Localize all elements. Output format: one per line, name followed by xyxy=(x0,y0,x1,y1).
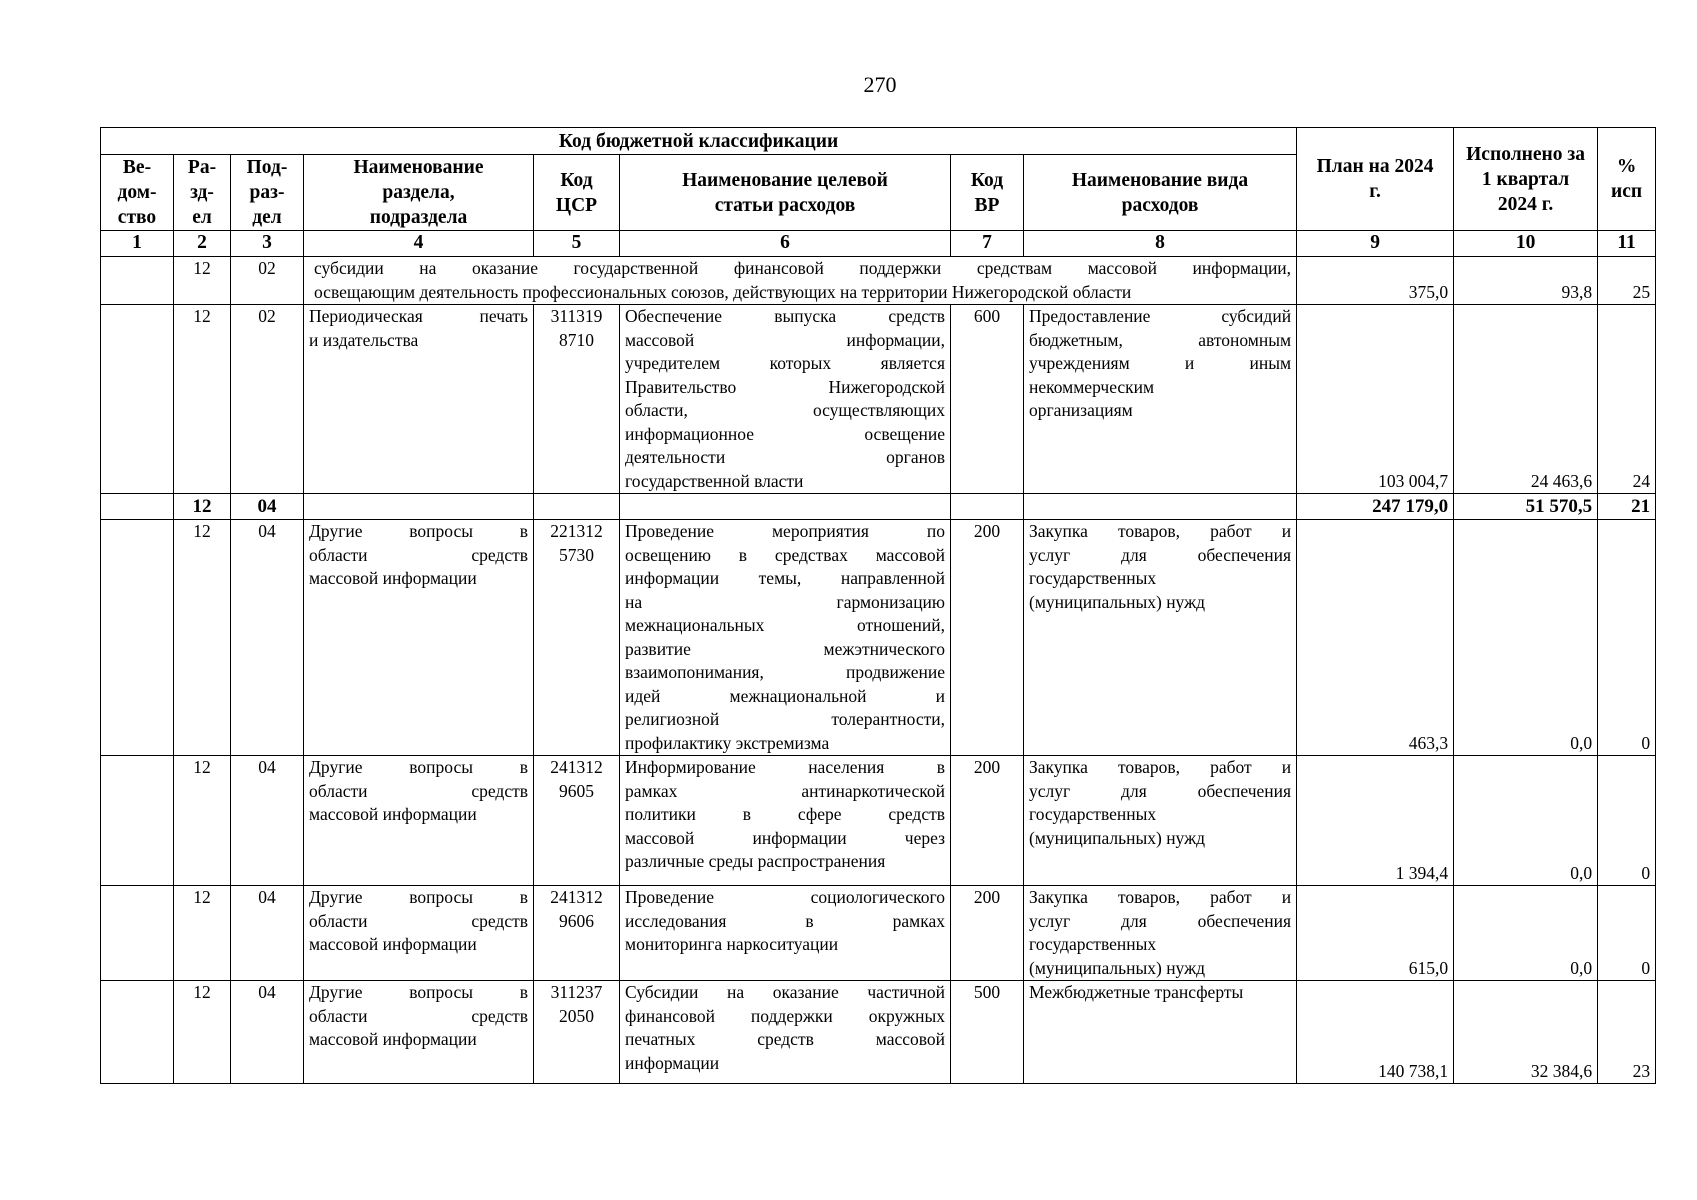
text-line: межнациональных отношений, xyxy=(625,615,945,635)
percent-cell: 0 xyxy=(1598,520,1656,756)
percent-cell: 23 xyxy=(1598,981,1656,1084)
percent-cell: 21 xyxy=(1598,494,1656,520)
vedomstvo-cell xyxy=(101,756,174,886)
text-line: некоммерческим xyxy=(1029,376,1155,397)
code-line: 241312 xyxy=(550,887,603,907)
text-line: Предоставление субсидий xyxy=(1029,306,1292,326)
podrazdel-cell: 02 xyxy=(231,257,304,305)
text-line: освещению в средствах массовой xyxy=(625,544,945,565)
vedomstvo-cell xyxy=(101,305,174,494)
text-line: профилактику экстремизма xyxy=(625,732,830,753)
text-line: услуг для обеспечения xyxy=(1029,780,1292,801)
text-line: информации темы, направленной xyxy=(625,568,945,588)
text-line: рамках антинаркотической xyxy=(625,780,945,801)
razdel-cell: 12 xyxy=(174,981,231,1084)
kod-vr-cell xyxy=(951,494,1024,520)
ispolneno-cell: 0,0 xyxy=(1454,756,1598,886)
column-number: 8 xyxy=(1024,231,1297,257)
text-line: государственных xyxy=(1029,568,1157,588)
vedomstvo-cell xyxy=(101,886,174,981)
naimenovanie-vida-cell xyxy=(1024,756,1297,886)
naimenovanie-vida-cell xyxy=(1024,305,1297,494)
ispolneno-cell: 51 570,5 xyxy=(1454,494,1598,520)
naimenovanie-razdela-cell xyxy=(304,520,534,756)
header-podrazdel: Под- раз- дел xyxy=(231,155,304,231)
plan-cell: 615,0 xyxy=(1297,886,1454,981)
text-line: учредителем которых является xyxy=(625,353,945,373)
code-line: 311237 xyxy=(550,982,603,1002)
column-number: 2 xyxy=(174,231,231,257)
text-line: Закупка товаров, работ и xyxy=(1029,887,1292,907)
text-line: и издательства xyxy=(309,329,419,350)
text-line: мониторинга наркоситуации xyxy=(625,934,839,954)
text-line: учреждениям и иным xyxy=(1029,353,1292,373)
text-line: массовой информации xyxy=(309,804,477,824)
column-number: 7 xyxy=(951,231,1024,257)
naimenovanie-vida-cell xyxy=(1024,981,1297,1084)
kod-vr-cell: 500 xyxy=(951,981,1024,1084)
text-line: области средств xyxy=(309,544,528,565)
table-row xyxy=(101,886,1656,981)
text-line: исследования в рамках xyxy=(625,910,945,931)
code-line: 5730 xyxy=(559,544,594,565)
merged-description-line: субсидии на оказание государственной финансовой поддержки средствам массовой информации, xyxy=(314,258,1292,278)
text-line: области средств xyxy=(309,1005,528,1026)
podrazdel-cell: 04 xyxy=(231,520,304,756)
razdel-cell: 12 xyxy=(174,305,231,494)
plan-cell: 1 394,4 xyxy=(1297,756,1454,886)
naimenovanie-razdela-cell xyxy=(304,886,534,981)
text-line: (муниципальных) нужд xyxy=(1029,591,1206,612)
code-line: 241312 xyxy=(550,757,603,777)
percent-cell: 24 xyxy=(1598,305,1656,494)
kod-csr-cell xyxy=(534,981,620,1084)
naimenovanie-celevoy-cell xyxy=(620,756,951,886)
table-row xyxy=(101,981,1656,1084)
code-line: 221312 xyxy=(550,521,603,541)
budget-table xyxy=(100,127,1656,1084)
percent-cell: 0 xyxy=(1598,756,1656,886)
text-line: печатных средств массовой xyxy=(625,1029,945,1049)
plan-cell: 463,3 xyxy=(1297,520,1454,756)
plan-cell: 103 004,7 xyxy=(1297,305,1454,494)
header-naimenovanie-razdela: Наименование раздела, подраздела xyxy=(304,155,534,231)
text-line: Закупка товаров, работ и xyxy=(1029,757,1292,777)
text-line: услуг для обеспечения xyxy=(1029,544,1292,565)
text-line: услуг для обеспечения xyxy=(1029,910,1292,931)
vedomstvo-cell xyxy=(101,520,174,756)
table-row xyxy=(101,257,1656,305)
naimenovanie-vida-cell xyxy=(1024,520,1297,756)
text-line: Другие вопросы в xyxy=(309,521,528,541)
razdel-cell: 12 xyxy=(174,494,231,520)
ispolneno-cell: 24 463,6 xyxy=(1454,305,1598,494)
text-line: массовой информации xyxy=(309,568,477,588)
header-kod-vr: Код ВР xyxy=(951,155,1024,231)
naimenovanie-celevoy-cell xyxy=(620,494,951,520)
kod-csr-cell xyxy=(534,305,620,494)
podrazdel-cell: 04 xyxy=(231,756,304,886)
column-number: 3 xyxy=(231,231,304,257)
text-line: массовой информации через xyxy=(625,827,945,848)
text-line: религиозной толерантности, xyxy=(625,709,945,729)
merged-description-cell xyxy=(304,257,1297,305)
table-row xyxy=(101,520,1656,756)
text-line: массовой информации xyxy=(309,1029,477,1049)
kod-vr-cell: 200 xyxy=(951,886,1024,981)
text-line: политики в сфере средств xyxy=(625,804,945,824)
merged-description-line: освещающим деятельность профессиональных союзов, действующих на территории Нижегородской области xyxy=(314,281,1132,302)
ispolneno-cell: 32 384,6 xyxy=(1454,981,1598,1084)
column-number: 4 xyxy=(304,231,534,257)
naimenovanie-razdela-cell xyxy=(304,494,534,520)
razdel-cell: 12 xyxy=(174,756,231,886)
podrazdel-cell: 04 xyxy=(231,886,304,981)
code-line: 2050 xyxy=(559,1005,594,1026)
text-line: Периодическая печать xyxy=(309,306,528,326)
vedomstvo-cell xyxy=(101,257,174,305)
text-line: финансовой поддержки окружных xyxy=(625,1005,945,1026)
naimenovanie-razdela-cell xyxy=(304,305,534,494)
header-naimenovanie-vida: Наименование вида расходов xyxy=(1024,155,1297,231)
percent-cell: 25 xyxy=(1598,257,1656,305)
naimenovanie-razdela-cell xyxy=(304,981,534,1084)
text-line: Информирование населения в xyxy=(625,757,945,777)
text-line: Обеспечение выпуска средств xyxy=(625,306,945,326)
header-kod-csr: Код ЦСР xyxy=(534,155,620,231)
header-percent: % исп xyxy=(1598,128,1656,231)
column-number: 6 xyxy=(620,231,951,257)
text-line: Субсидии на оказание частичной xyxy=(625,982,945,1002)
kod-csr-cell xyxy=(534,520,620,756)
text-line: области средств xyxy=(309,780,528,801)
text-line: массовой информации, xyxy=(625,329,945,350)
text-line: Закупка товаров, работ и xyxy=(1029,521,1292,541)
kod-csr-cell xyxy=(534,886,620,981)
naimenovanie-celevoy-cell xyxy=(620,305,951,494)
ispolneno-cell: 93,8 xyxy=(1454,257,1598,305)
column-number: 5 xyxy=(534,231,620,257)
text-line: информационное освещение xyxy=(625,423,945,444)
text-line: (муниципальных) нужд xyxy=(1029,827,1206,848)
text-line: (муниципальных) нужд xyxy=(1029,957,1206,978)
subtotal-row xyxy=(101,494,1656,520)
text-line: деятельности органов xyxy=(625,447,945,467)
naimenovanie-vida-cell xyxy=(1024,494,1297,520)
text-line: различные среды распространения xyxy=(625,851,886,871)
table-row xyxy=(101,305,1656,494)
kod-csr-cell xyxy=(534,494,620,520)
column-number: 10 xyxy=(1454,231,1598,257)
header-ispolneno: Исполнено за 1 квартал 2024 г. xyxy=(1454,128,1598,231)
header-naimenovanie-celevoy: Наименование целевой статьи расходов xyxy=(620,155,951,231)
plan-cell: 247 179,0 xyxy=(1297,494,1454,520)
text-line: информации xyxy=(625,1052,720,1073)
header-vedomstvo: Ве- дом- ство xyxy=(101,155,174,231)
naimenovanie-razdela-cell xyxy=(304,756,534,886)
kod-csr-cell xyxy=(534,756,620,886)
page-number: 270 xyxy=(863,72,897,97)
razdel-cell: 12 xyxy=(174,520,231,756)
text-line: государственных xyxy=(1029,934,1157,954)
code-line: 8710 xyxy=(559,329,594,350)
text-line: Другие вопросы в xyxy=(309,982,528,1002)
razdel-cell: 12 xyxy=(174,257,231,305)
code-line: 9606 xyxy=(559,910,594,931)
text-line: взаимопонимания, продвижение xyxy=(625,662,945,682)
text-line: бюджетным, автономным xyxy=(1029,329,1292,350)
header-plan: План на 2024 г. xyxy=(1297,128,1454,231)
plan-cell: 375,0 xyxy=(1297,257,1454,305)
header-razdel: Ра- зд- ел xyxy=(174,155,231,231)
text-line: Проведение социологического xyxy=(625,887,945,907)
naimenovanie-vida-cell xyxy=(1024,886,1297,981)
code-line: 9605 xyxy=(559,780,594,801)
percent-cell: 0 xyxy=(1598,886,1656,981)
column-number-row xyxy=(101,231,1656,257)
column-number: 11 xyxy=(1598,231,1656,257)
header-budget-classification: Код бюджетной классификации xyxy=(101,128,1297,155)
text-line: государственной власти xyxy=(625,470,804,491)
text-line: на гармонизацию xyxy=(625,591,945,612)
column-number: 1 xyxy=(101,231,174,257)
naimenovanie-celevoy-cell xyxy=(620,520,951,756)
kod-vr-cell: 200 xyxy=(951,520,1024,756)
kod-vr-cell: 200 xyxy=(951,756,1024,886)
naimenovanie-celevoy-cell xyxy=(620,886,951,981)
table-row xyxy=(101,756,1656,886)
podrazdel-cell: 02 xyxy=(231,305,304,494)
text-line: Другие вопросы в xyxy=(309,757,528,777)
text-line: области средств xyxy=(309,910,528,931)
text-line: Другие вопросы в xyxy=(309,887,528,907)
vedomstvo-cell xyxy=(101,981,174,1084)
code-line: 311319 xyxy=(550,306,603,326)
naimenovanie-celevoy-cell xyxy=(620,981,951,1084)
column-number: 9 xyxy=(1297,231,1454,257)
text-line: области, осуществляющих xyxy=(625,400,945,420)
text-line: Правительство Нижегородской xyxy=(625,376,945,397)
text-line: организациям xyxy=(1029,400,1133,420)
podrazdel-cell: 04 xyxy=(231,981,304,1084)
text-line: массовой информации xyxy=(309,934,477,954)
text-line: Проведение мероприятия по xyxy=(625,521,945,541)
text-line: идей межнациональной и xyxy=(625,685,945,706)
ispolneno-cell: 0,0 xyxy=(1454,520,1598,756)
kod-vr-cell: 600 xyxy=(951,305,1024,494)
vedomstvo-cell xyxy=(101,494,174,520)
razdel-cell: 12 xyxy=(174,886,231,981)
podrazdel-cell: 04 xyxy=(231,494,304,520)
text-line: развитие межэтнического xyxy=(625,638,945,659)
plan-cell: 140 738,1 xyxy=(1297,981,1454,1084)
ispolneno-cell: 0,0 xyxy=(1454,886,1598,981)
text-line: государственных xyxy=(1029,804,1157,824)
text-line: Межбюджетные трансферты xyxy=(1029,982,1244,1002)
